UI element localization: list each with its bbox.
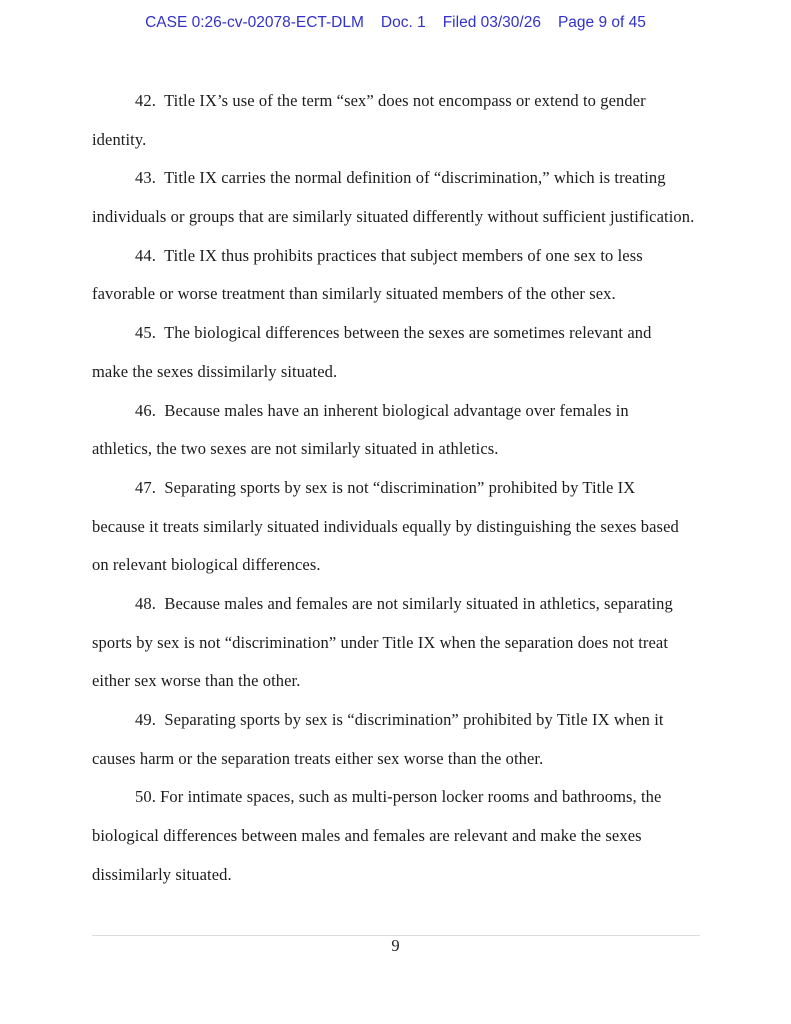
stamp-page-label: Page 9 of 45 xyxy=(557,14,646,31)
paragraph-47-line-2: because it treats similarly situated individuals equally by distinguishing the sexes based xyxy=(92,516,679,536)
doc-number-label: Doc. 1 xyxy=(380,14,426,31)
paragraph-44-line-1: 44. Title IX thus prohibits practices that subject members of one sex to less xyxy=(135,245,643,265)
paragraph-43-line-2: individuals or groups that are similarly situated differently without sufficient justification. xyxy=(92,207,695,227)
paragraph-48-line-2: sports by sex is not “discrimination” under Title IX when the separation does not treat xyxy=(92,632,669,652)
case-number-label: CASE 0:26-cv-02078-ECT-DLM xyxy=(145,14,364,31)
paragraph-44-line-2: favorable or worse treatment than similarly situated members of the other sex. xyxy=(92,284,616,304)
paragraph-48-line-1: 48. Because males and females are not similarly situated in athletics, separating xyxy=(135,593,673,613)
paragraph-48-line-3: either sex worse than the other. xyxy=(92,671,301,691)
paragraph-49-line-1: 49. Separating sports by sex is “discrimination” prohibited by Title IX when it xyxy=(135,710,664,729)
paragraph-50-line-3: dissimilarly situated. xyxy=(92,864,232,884)
paragraph-46-line-1: 46. Because males have an inherent biological advantage over females in xyxy=(135,400,629,420)
court-filing-stamp xyxy=(0,14,791,32)
document-body xyxy=(92,82,704,894)
filed-date-label: Filed 03/30/26 xyxy=(442,14,541,31)
paragraph-45-line-2: make the sexes dissimilarly situated. xyxy=(92,361,338,381)
paragraph-45-line-1: 45. The biological differences between the sexes are sometimes relevant and xyxy=(135,323,652,343)
page-number: 9 xyxy=(391,936,400,955)
paragraph-43-line-1: 43. Title IX carries the normal definition of “discrimination,” which is treating xyxy=(135,168,666,188)
paragraph-47-line-3: on relevant biological differences. xyxy=(92,555,321,575)
paragraph-42-line-1: 42. Title IX’s use of the term “sex” does not encompass or extend to gender xyxy=(135,91,646,110)
paragraph-49-line-2: causes harm or the separation treats either sex worse than the other. xyxy=(92,748,544,768)
paragraph-47-line-1: 47. Separating sports by sex is not “discrimination” prohibited by Title IX xyxy=(135,477,636,497)
paragraph-46-line-2: athletics, the two sexes are not similarly situated in athletics. xyxy=(92,439,499,459)
paragraph-42-line-2: identity. xyxy=(92,129,147,149)
paragraph-50-line-1: 50. For intimate spaces, such as multi-person locker rooms and bathrooms, the xyxy=(135,787,662,807)
paragraph-50-line-2: biological differences between males and females are relevant and make the sexes xyxy=(92,826,642,846)
